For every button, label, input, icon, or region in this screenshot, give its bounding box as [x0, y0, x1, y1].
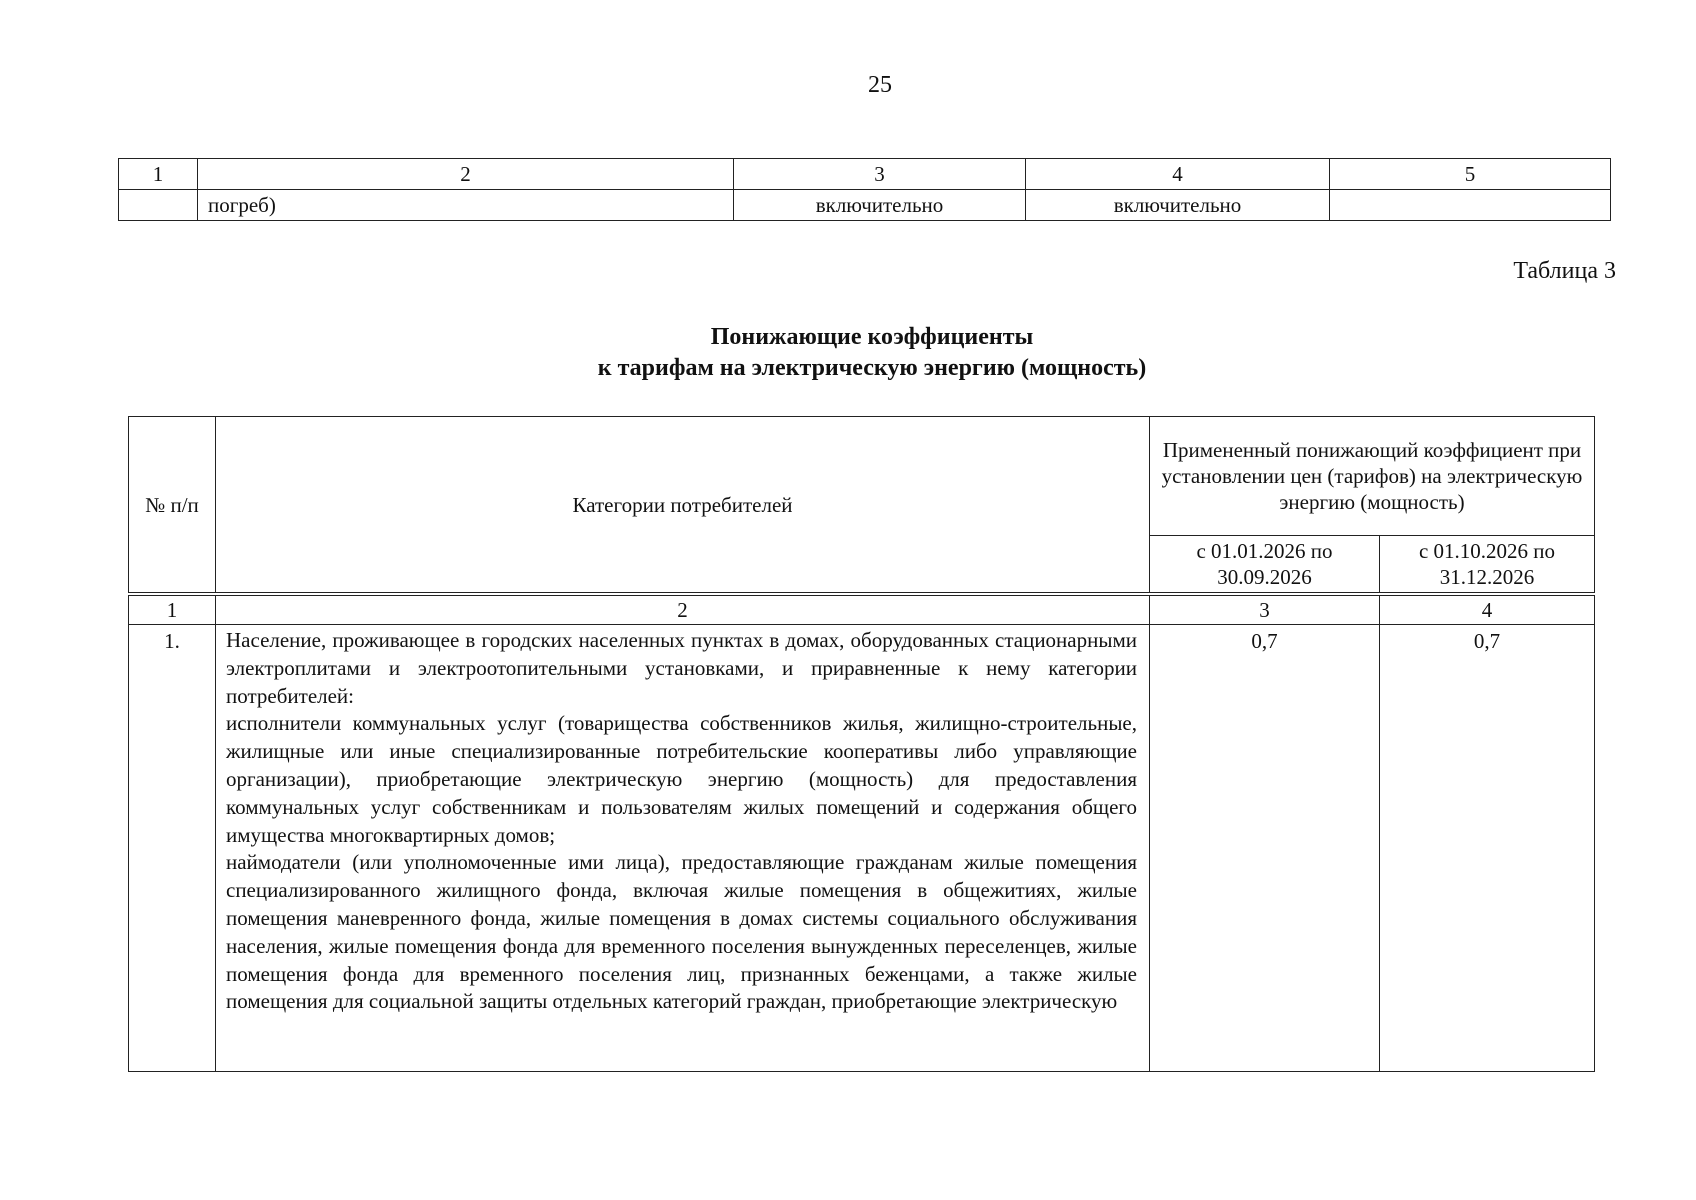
- cont-col-4: 4: [1026, 159, 1330, 190]
- colnum-4: 4: [1380, 594, 1595, 625]
- row-number: 1.: [129, 625, 216, 1072]
- colnum-3: 3: [1150, 594, 1380, 625]
- header-period-2: с 01.10.2026 по 31.12.2026: [1380, 536, 1595, 595]
- column-number-row: [129, 594, 1595, 625]
- category-paragraph: Население, проживающее в городских населенных пунктах в домах, оборудованных стационарными электроплитами и электроотопительными установками, и приравненные к нему категории потребителей:: [226, 628, 1137, 708]
- cont-col-3: 3: [734, 159, 1026, 190]
- title-line-1: Понижающие коэффициенты: [710, 324, 1034, 350]
- category-text: [216, 625, 1149, 1067]
- cont-cell-2: погреб): [198, 190, 734, 221]
- header-row-main: [129, 417, 1595, 536]
- row-value-period-1: 0,7: [1150, 625, 1380, 1072]
- row-value-period-2: 0,7: [1380, 625, 1595, 1072]
- cont-cell-3: включительно: [734, 190, 1026, 221]
- category-paragraph: наймодатели (или уполномоченные ими лица), предоставляющие гражданам жилые помещения специализированного жилищного фонда, включая жилые помещения в общежитиях, жилые помещения маневренного фонда, жилые помещения в домах системы социального обслуживания населения, жилые помещения фонда для временного поселения вынужденных переселенцев, жилые помещения фонда для временного поселения лиц, признанных беженцами, а также жилые помещения для социальной защиты отдельных категорий граждан, приобретающие электрическую: [226, 850, 1137, 1014]
- cont-cell-4: включительно: [1026, 190, 1330, 221]
- table-row: [129, 625, 1595, 1072]
- title-line-2: к тарифам на электрическую энергию (мощность): [597, 355, 1147, 381]
- continuation-table: [118, 158, 1611, 221]
- category-paragraph: исполнители коммунальных услуг (товарищества собственников жилья, жилищно-строительные, жилищные или иные специализированные потребительские кооперативы либо управляющие организации), приобретающие электрическую энергию (мощность) для предоставления коммунальных услуг собственникам и пользователям жилых помещений и содержания общего имущества многоквартирных домов;: [226, 711, 1137, 847]
- header-coefficient: Примененный понижающий коэффициент при установлении цен (тарифов) на электрическую энергию (мощность): [1150, 417, 1595, 536]
- coefficients-table: [128, 416, 1595, 1072]
- row-category: [216, 625, 1150, 1072]
- cont-cell-1: [119, 190, 198, 221]
- cont-col-2: 2: [198, 159, 734, 190]
- page-number: 25: [868, 72, 892, 98]
- header-number: № п/п: [129, 417, 216, 595]
- cont-cell-5: [1330, 190, 1611, 221]
- header-category: Категории потребителей: [216, 417, 1150, 595]
- cont-col-5: 5: [1330, 159, 1611, 190]
- colnum-2: 2: [216, 594, 1150, 625]
- table-title: [0, 322, 1696, 384]
- table-label: Таблица 3: [1513, 258, 1616, 284]
- header-period-1: с 01.01.2026 по 30.09.2026: [1150, 536, 1380, 595]
- continuation-header-row: [119, 159, 1611, 190]
- colnum-1: 1: [129, 594, 216, 625]
- cont-col-1: 1: [119, 159, 198, 190]
- continuation-data-row: [119, 190, 1611, 221]
